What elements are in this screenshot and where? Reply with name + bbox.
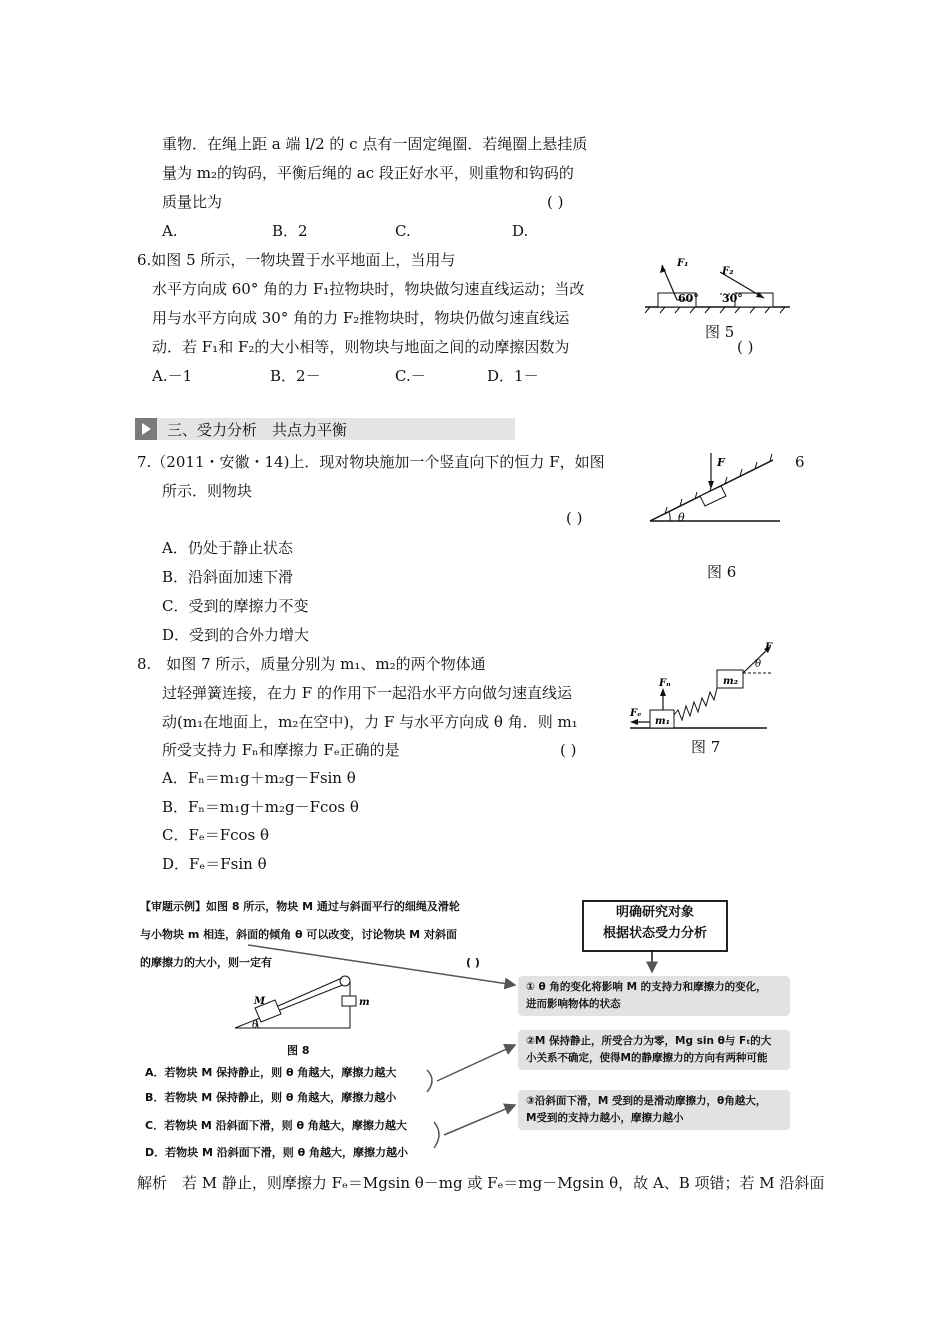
figure-5-caption: 图 5 <box>705 323 735 341</box>
fig7-ff-label: Fₑ <box>630 708 642 719</box>
example-line2: 与小物块 m 相连，斜面的倾角 θ 可以改变，讨论物块 M 对斜面 <box>140 928 457 941</box>
q5-line3: 质量比为 <box>162 193 223 211</box>
fig6-theta-label: θ <box>678 511 685 524</box>
fig6-f-label: F <box>717 456 725 469</box>
section-title: 三、受力分析 共点力平衡 <box>167 421 348 439</box>
fig7-theta-label: θ <box>755 659 762 670</box>
q5-line1: 重物．在绳上距 a 端 l/2 的 c 点有一固定绳圈．若绳圈上悬挂质 <box>162 135 588 153</box>
figure-6-caption: 图 6 <box>707 563 737 581</box>
fig7-m1-label: m₁ <box>655 716 670 727</box>
fig8-M-label: M <box>254 996 266 1007</box>
fig7-m2-label: m₂ <box>723 676 738 687</box>
example-option-c: C．若物块 M 沿斜面下滑，则 θ 角越大，摩擦力越大 <box>145 1119 407 1132</box>
figure-8-caption: 图 8 <box>287 1044 310 1057</box>
q7-option-a: A．仍处于静止状态 <box>162 539 293 557</box>
q8-line4: 所受支持力 Fₙ和摩擦力 Fₑ正确的是 <box>162 741 400 759</box>
hint-box-1-line2: 进而影响物体的状态 <box>526 998 621 1010</box>
section-banner <box>135 418 515 440</box>
fig7-fn-label: Fₙ <box>659 678 671 689</box>
q6-line1: 6.如图 5 所示，一物块置于水平地面上，当用与 <box>137 251 456 269</box>
q5-bracket: ( ) <box>547 193 564 211</box>
example-line1: 【审题示例】如图 8 所示，物块 M 通过与斜面平行的细绳及滑轮 <box>140 900 460 913</box>
q7-option-d: D．受到的合外力增大 <box>162 626 310 644</box>
fig7-f-label: F <box>765 642 773 653</box>
play-arrow-icon <box>135 418 157 440</box>
q6-option-a: A.－1 <box>152 367 193 385</box>
q8-option-a: A．Fₙ＝m₁g＋m₂g－Fsin θ <box>162 769 356 787</box>
figure-8 <box>230 968 375 1038</box>
q8-option-b: B．Fₙ＝m₁g＋m₂g－Fcos θ <box>162 798 359 816</box>
q8-line2: 过轻弹簧连接，在力 F 的作用下一起沿水平方向做匀速直线运 <box>162 684 572 702</box>
hint-box-3-line1: ③沿斜面下滑，M 受到的是滑动摩擦力，θ角越大， <box>526 1095 767 1107</box>
example-bracket: ( ) <box>466 956 480 969</box>
q6-line2: 水平方向成 60° 角的力 F₁拉物块时，物块做匀速直线运动；当改 <box>152 280 585 298</box>
q8-line1: 8. 如图 7 所示，质量分别为 m₁、m₂的两个物体通 <box>137 655 486 673</box>
analysis-header-box <box>582 900 728 952</box>
hint-box-2-line2: 小关系不确定，使得M的静摩擦力的方向有两种可能 <box>526 1052 768 1064</box>
q7-line2: 所示．则物块 <box>162 482 253 500</box>
q7-line1: 7.（2011・安徽・14)上．现对物块施加一个竖直向下的恒力 F，如图 <box>137 453 605 471</box>
figure-6 <box>645 448 785 530</box>
q8-option-d: D．Fₑ＝Fsin θ <box>162 855 267 873</box>
fig5-angle-30: 30° <box>722 292 743 305</box>
q8-bracket: ( ) <box>560 741 577 759</box>
fig5-f2-label: F₂ <box>722 266 734 277</box>
figure-5 <box>640 250 800 330</box>
q7-option-b: B．沿斜面加速下滑 <box>162 568 294 586</box>
q6-line4: 动．若 F₁和 F₂的大小相等，则物块与地面之间的动摩擦因数为 <box>152 338 570 356</box>
header-line2: 根据状态受力分析 <box>602 926 707 941</box>
fig8-m-label: m <box>359 997 370 1008</box>
fig8-theta-label: θ <box>252 1020 259 1031</box>
q6-option-c: C.－ <box>395 367 426 385</box>
hint-box-1 <box>518 976 790 1016</box>
hint-box-1-line1: ① θ 角的变化将影响 M 的支持力和摩擦力的变化， <box>526 981 767 993</box>
q7-number-right: 6 <box>795 453 805 471</box>
q5-option-b: B．2 <box>272 222 308 240</box>
q8-line3: 动(m₁在地面上，m₂在空中)，力 F 与水平方向成 θ 角．则 m₁ <box>162 713 578 731</box>
q6-option-d: D．1－ <box>487 367 539 385</box>
hint-box-2 <box>518 1030 790 1070</box>
hint-box-2-line1: ②M 保持静止，所受合力为零，Mg sin θ与 Fₜ的大 <box>526 1035 772 1047</box>
q6-line3: 用与水平方向成 30° 角的力 F₂推物块时，物块仍做匀速直线运 <box>152 309 570 327</box>
fig5-f1-label: F₁ <box>677 258 689 269</box>
q5-option-a: A. <box>162 222 178 240</box>
hint-box-3-line2: M受到的支持力越小，摩擦力越小 <box>526 1112 684 1124</box>
fig5-angle-60: 60° <box>678 292 699 305</box>
figure-7 <box>625 640 775 735</box>
header-line1: 明确研究对象 <box>615 905 694 920</box>
q6-bracket: ( ) <box>737 338 754 356</box>
example-option-a: A．若物块 M 保持静止，则 θ 角越大，摩擦力越大 <box>145 1066 397 1079</box>
example-option-b: B．若物块 M 保持静止，则 θ 角越大，摩擦力越小 <box>145 1091 397 1104</box>
example-option-d: D．若物块 M 沿斜面下滑，则 θ 角越大，摩擦力越小 <box>145 1146 408 1159</box>
q5-line2: 量为 m₂的钩码，平衡后绳的 ac 段正好水平，则重物和钩码的 <box>162 164 574 182</box>
q7-bracket: ( ) <box>566 509 583 527</box>
q8-option-c: C．Fₑ＝Fcos θ <box>162 826 270 844</box>
figure-7-caption: 图 7 <box>691 738 721 756</box>
hint-box-3 <box>518 1090 790 1130</box>
q5-option-d: D. <box>512 222 529 240</box>
q5-option-c: C. <box>395 222 411 240</box>
example-line3: 的摩擦力的大小，则一定有 <box>140 956 272 969</box>
analysis-text: 解析 若 M 静止，则摩擦力 Fₑ＝Mgsin θ－mg 或 Fₑ＝mg－Mgsin θ，故 A、B 项错；若 M 沿斜面 <box>137 1174 825 1192</box>
q6-option-b: B．2－ <box>270 367 321 385</box>
q7-option-c: C．受到的摩擦力不变 <box>162 597 309 615</box>
